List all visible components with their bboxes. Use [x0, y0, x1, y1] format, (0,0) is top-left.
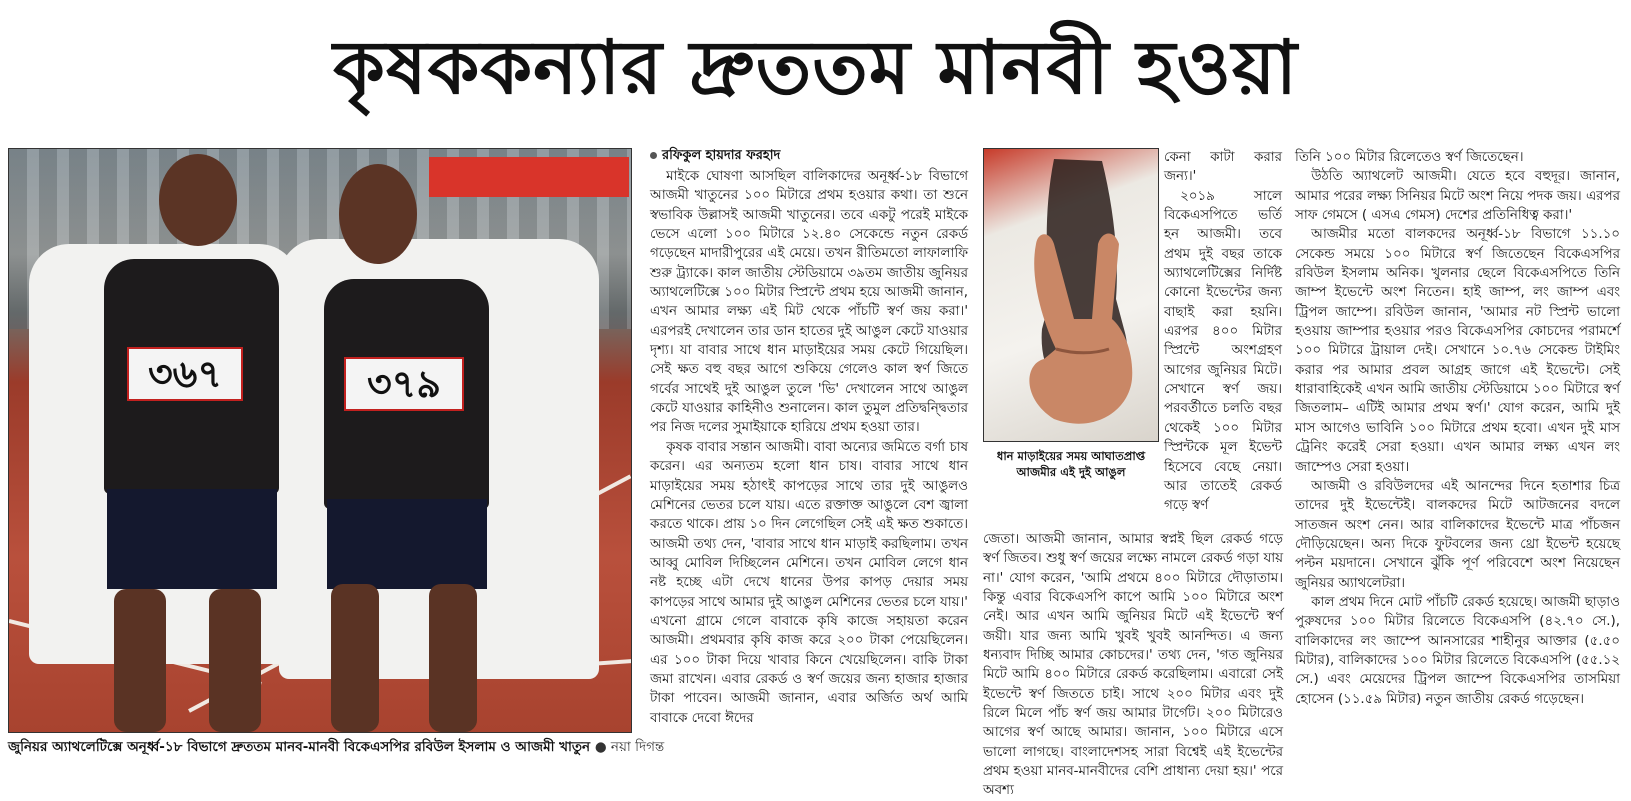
athlete-right-shorts	[327, 499, 487, 589]
athlete-right-leg	[429, 584, 477, 732]
paragraph: জেতা। আজমী জানান, আমার স্বপ্নই ছিল রেকর্ড গড়ে স্বর্ণ জিতব। শুধু স্বর্ণ জয়ের লক্ষ্যে নামলে রেকর্ড গড়া যায় না।' যোগ করেন, 'আমি প্রথমে ৪০০ মিটারে দৌড়াতাম। কিন্তু এবার বিকেএসপি কাপে আমি ১০০ মিটারে অংশ নেই। আর এখন আমি জুনিয়র মিটে এই ইভেন্টে স্বর্ণ জয়ী। যার জন্য আমি খুবই খুবই আনন্দিত। এ জন্য ধন্যবাদ দিচ্ছি আমার কোচদের।' তথ্য দেন, 'গত জুনিয়র মিটে আমি ৪০০ মিটারে রেকর্ড করেছিলাম। এবারো সেই ইভেন্টে স্বর্ণ জিততে চাই। সাথে ২০০ মিটার এবং দুই রিলে মিলে পাঁচ স্বর্ণ জয় আমার টার্গেট। ২০০ মিটারেও আগের স্বর্ণ আছে আমার। জানান, ১০০ মিটারে এসে ভালো লাগছে। বাংলাদেশসহ সারা বিশ্বেই এই ইভেন্টের প্রথম হওয়া মানব-মানবীদের বেশি প্রাধান্য দেয়া হয়।' পরে অবশ্য	[983, 532, 1283, 799]
athlete-left-leg	[114, 589, 166, 732]
article-column-3	[1295, 148, 1620, 778]
paragraph: ২০১৯ সালে বিকেএসপিতে ভর্তি হন আজমী। তবে প্রথম দুই বছর তাকে অ্যাথলেটিক্সের নির্দিষ্ট কোনো ইভেন্টের জন্য বাছাই করা হয়নি। এরপর ৪০০ মিটার স্প্রিন্টে অংশগ্রহণ আগের জুনিয়র মিটে। সেখানে স্বর্ণ জয়। পরবর্তীতে চলতি বছর থেকেই ১০০ মিটার স্প্রিন্টকে মূল ইভেন্ট হিসেবে বেছে নেয়া। আর তাতেই রেকর্ড গড়ে স্বর্ণ	[1164, 188, 1282, 514]
athlete-right-head	[339, 164, 417, 264]
headline: কৃষককন্যার দ্রুততম মানবী হওয়া	[333, 25, 1298, 111]
athlete-left-head	[159, 154, 237, 246]
stadium-roof	[429, 157, 629, 197]
paragraph: উঠতি অ্যাথলেট আজমী। যেতে হবে বহুদূর। জানান, আমার পরের লক্ষ্য সিনিয়র মিটে অংশ নিয়ে পদক জয়। এরপর সাফ গেমসে ( এসএ গেমস) দেশের প্রতিনিধিত্ব করা।'	[1295, 169, 1620, 224]
hand-photo	[983, 148, 1159, 442]
paragraph: কাল প্রথম দিনে মোট পাঁচটি রেকর্ড হয়েছে। আজমী ছাড়াও পুরুষদের ১০০ মিটার রিলেতে বিকেএসপি (৪২.৭০ সে.), বালিকাদের লং জাম্পে আনসারের শাহীনুর আক্তার (৫.৫০ মিটার), বালিকাদের ১০০ মিটার রিলেতে বিকেএসপি (৫৫.১২ সে.) এবং মেয়েদের ট্রিপল জাম্পে বিকেএসপির তাসমিয়া হোসেন (১১.৫৯ মিটার) নতুন জাতীয় রেকর্ড গড়েছেন।	[1295, 594, 1620, 707]
paragraph: কৃষক বাবার সন্তান আজমী। বাবা অন্যের জমিতে বর্গা চাষ করেন। এর অন্যতম হলো ধান চাষ। বাবার সাথে ধান মাড়াইয়ের সময় হঠাৎই কাপড়ের সাথে তার দুই আঙুলও মেশিনের ভেতর চলে যায়। এতে রক্তাক্ত আঙুলে বেশ জ্বালা করতে থাকে। প্রায় ১০ দিন লেগেছিল সেই এই ক্ষত শুকাতে। আজমী তথ্য দেন, 'বাবার সাথে ধান মাড়াই করছিলাম। তখন আব্বু মোবিল দিচ্ছিলেন মেশিনে। তখন মোবিল লেগে ধান নষ্ট হচ্ছে এটা দেখে ধানের উপর কাপড় দেয়ার সময় কাপড়ের সাথে আমার দুই আঙুল মেশিনের ভেতর চলে যায়।' এখনো গ্রামে গেলে বাবাকে কৃষি কাজে সহায়তা করেন আজমী। প্রথমবার কৃষি কাজ করে ২০০ টাকা পেয়েছিলেন। এর ১০০ টাকা দিয়ে খাবার কিনে খেয়েছিলেন। বাকি টাকা জমা রাখেন। এবার রেকর্ড ও স্বর্ণ জয়ের জন্য হাজার হাজার টাকা পাবেন। আজমী জানান, এবার অর্জিত অর্থ আমি বাবাকে দেবো ঈদের	[650, 439, 968, 726]
athletes-photo	[8, 148, 632, 733]
paragraph: মাইকে ঘোষণা আসছিল বালিকাদের অনূর্ধ্ব-১৮ বিভাগে আজমী খাতুনের ১০০ মিটারে প্রথম হওয়ার কথা। তা শুনে স্বভাবিক উল্লাসই আজমী খাতুনের। তবে একটু পরেই মাইকে ভেসে এলো ১০০ মিটারে ১২.৪০ সেকেন্ডে নতুন রেকর্ড গড়েছেন মাদারীপুরের এই মেয়ে। তখন রীতিমতো লাফালাফি শুরু ট্র্যাকে। কাল জাতীয় স্টেডিয়ামে ৩৯তম জাতীয় জুনিয়র অ্যাথলেটিক্সে ১০০ মিটার স্প্রিন্টে প্রথম হয়ে আজমী জানান, এখন আমার লক্ষ্য এই মিট থেকে পাঁচটি স্বর্ণ জয় করা।' এরপরই দেখালেন তার ডান হাতের দুই আঙুল কেটে যাওয়ার দৃশ্য। যা বাবার সাথে ধান মাড়াইয়ের সময় কেটে গিয়েছিল। সেই ক্ষত বহু বছর আগে শুকিয়ে গেলেও কাল স্বর্ণ জিতে গর্বের সাথেই দুই আঙুল তুলে 'ভি' দেখালেন সাথে আঙুল কেটে যাওয়ার কাহিনীও শুনালেন। কাল তুমুল প্রতিদ্বন্দ্বিতার পর নিজ দলের সুমাইয়াকে হারিয়ে প্রথম হওয়া তার।	[650, 169, 968, 436]
paragraph: তিনি ১০০ মিটার রিলেতেও স্বর্ণ জিতেছেন।	[1295, 150, 1524, 165]
article-column-2-upper	[1164, 148, 1282, 526]
byline	[650, 147, 780, 165]
paragraph: আজমী ও রবিউলদের এই আনন্দের দিনে হতাশার চিত্র তাদের দুই ইভেন্টেই। বালকদের মিটে আটজনের বদলে সাতজন অংশ নেন। আর বালিকাদের ইভেন্টে মাত্র পাঁচজন দৌড়িয়েছেন। অন্য দিকে ফুটবলের জন্য থ্রো ইভেন্ট হয়েছে পল্টন ময়দানে। সেখানে ঝুঁকি পূর্ণ পরিবেশে অংশ নিয়েছেন জুনিয়র অ্যাথলেটরা।	[1295, 478, 1620, 591]
athlete-left-shorts	[107, 489, 277, 589]
byline-text: রফিকুল হায়দার ফরহাদ	[662, 148, 781, 163]
photo-caption: জুনিয়র অ্যাথলেটিক্সে অনূর্ধ্ব-১৮ বিভাগে দ্রুততম মানব-মানবী বিকেএসপির রবিউল ইসলাম ও আজমী খাতুন ● নয়া দিগন্ত	[8, 739, 665, 755]
v-sign-hand-icon	[984, 149, 1158, 441]
article-column-2-lower	[983, 530, 1283, 799]
photo-source: নয়া দিগন্ত	[610, 739, 665, 755]
bib-right: ৩৭৯	[344, 357, 464, 411]
paragraph: কেনা কাটা করার জন্য।'	[1164, 150, 1282, 185]
athlete-left-leg	[209, 589, 261, 732]
photo-caption-text: জুনিয়র অ্যাথলেটিক্সে অনূর্ধ্ব-১৮ বিভাগে দ্রুততম মানব-মানবী বিকেএসপির রবিউল ইসলাম ও আজমী খাতুন	[8, 739, 591, 755]
hand-photo-caption: ধান মাড়াইয়ের সময় আঘাতপ্রাপ্ত আজমীর এই দুই আঙুল	[996, 449, 1146, 479]
bullet-icon	[650, 152, 657, 159]
bib-left: ৩৬৭	[127, 347, 243, 401]
athlete-right-leg	[331, 584, 379, 732]
paragraph: আজমীর মতো বালকদের অনূর্ধ্ব-১৮ বিভাগে ১১.১০ সেকেন্ড সময়ে ১০০ মিটারে স্বর্ণ জিতেছেন বিকেএসপির রবিউল ইসলাম অনিক। খুলনার ছেলে বিকেএসপিতে তিনি জাম্প ইভেন্টে অংশ নিতেন। হাই জাম্প, লং জাম্প এবং ট্রিপল জাম্পে। রবিউল জানান, 'আমার নট স্প্রিন্ট ভালো হওয়ায় জাম্পার হওয়ার পরও বিকেএসপির কোচদের পরামর্শে ১০০ মিটারে ট্রায়াল দেই। সেখানে ১০.৭৬ সেকেন্ড টাইমিং করার পর আমার প্রবল আগ্রহ জাগে এই ইভেন্টে। সেই ধারাবাহিকেই এখন আমি জাতীয় স্টেডিয়ামে ১০০ মিটারে স্বর্ণ জিতলাম– এটিই আমার প্রথম স্বর্ণ।' যোগ করেন, আমি দুই মাস আগেও ভাবিনি ১০০ মিটারে প্রথম হবো। এখন দুই মাস ট্রেনিং করেই সেরা হওয়া। এখন আমার লক্ষ্য এখন লং জাম্পেও সেরা হওয়া।	[1295, 227, 1620, 475]
article-column-1	[650, 167, 968, 777]
